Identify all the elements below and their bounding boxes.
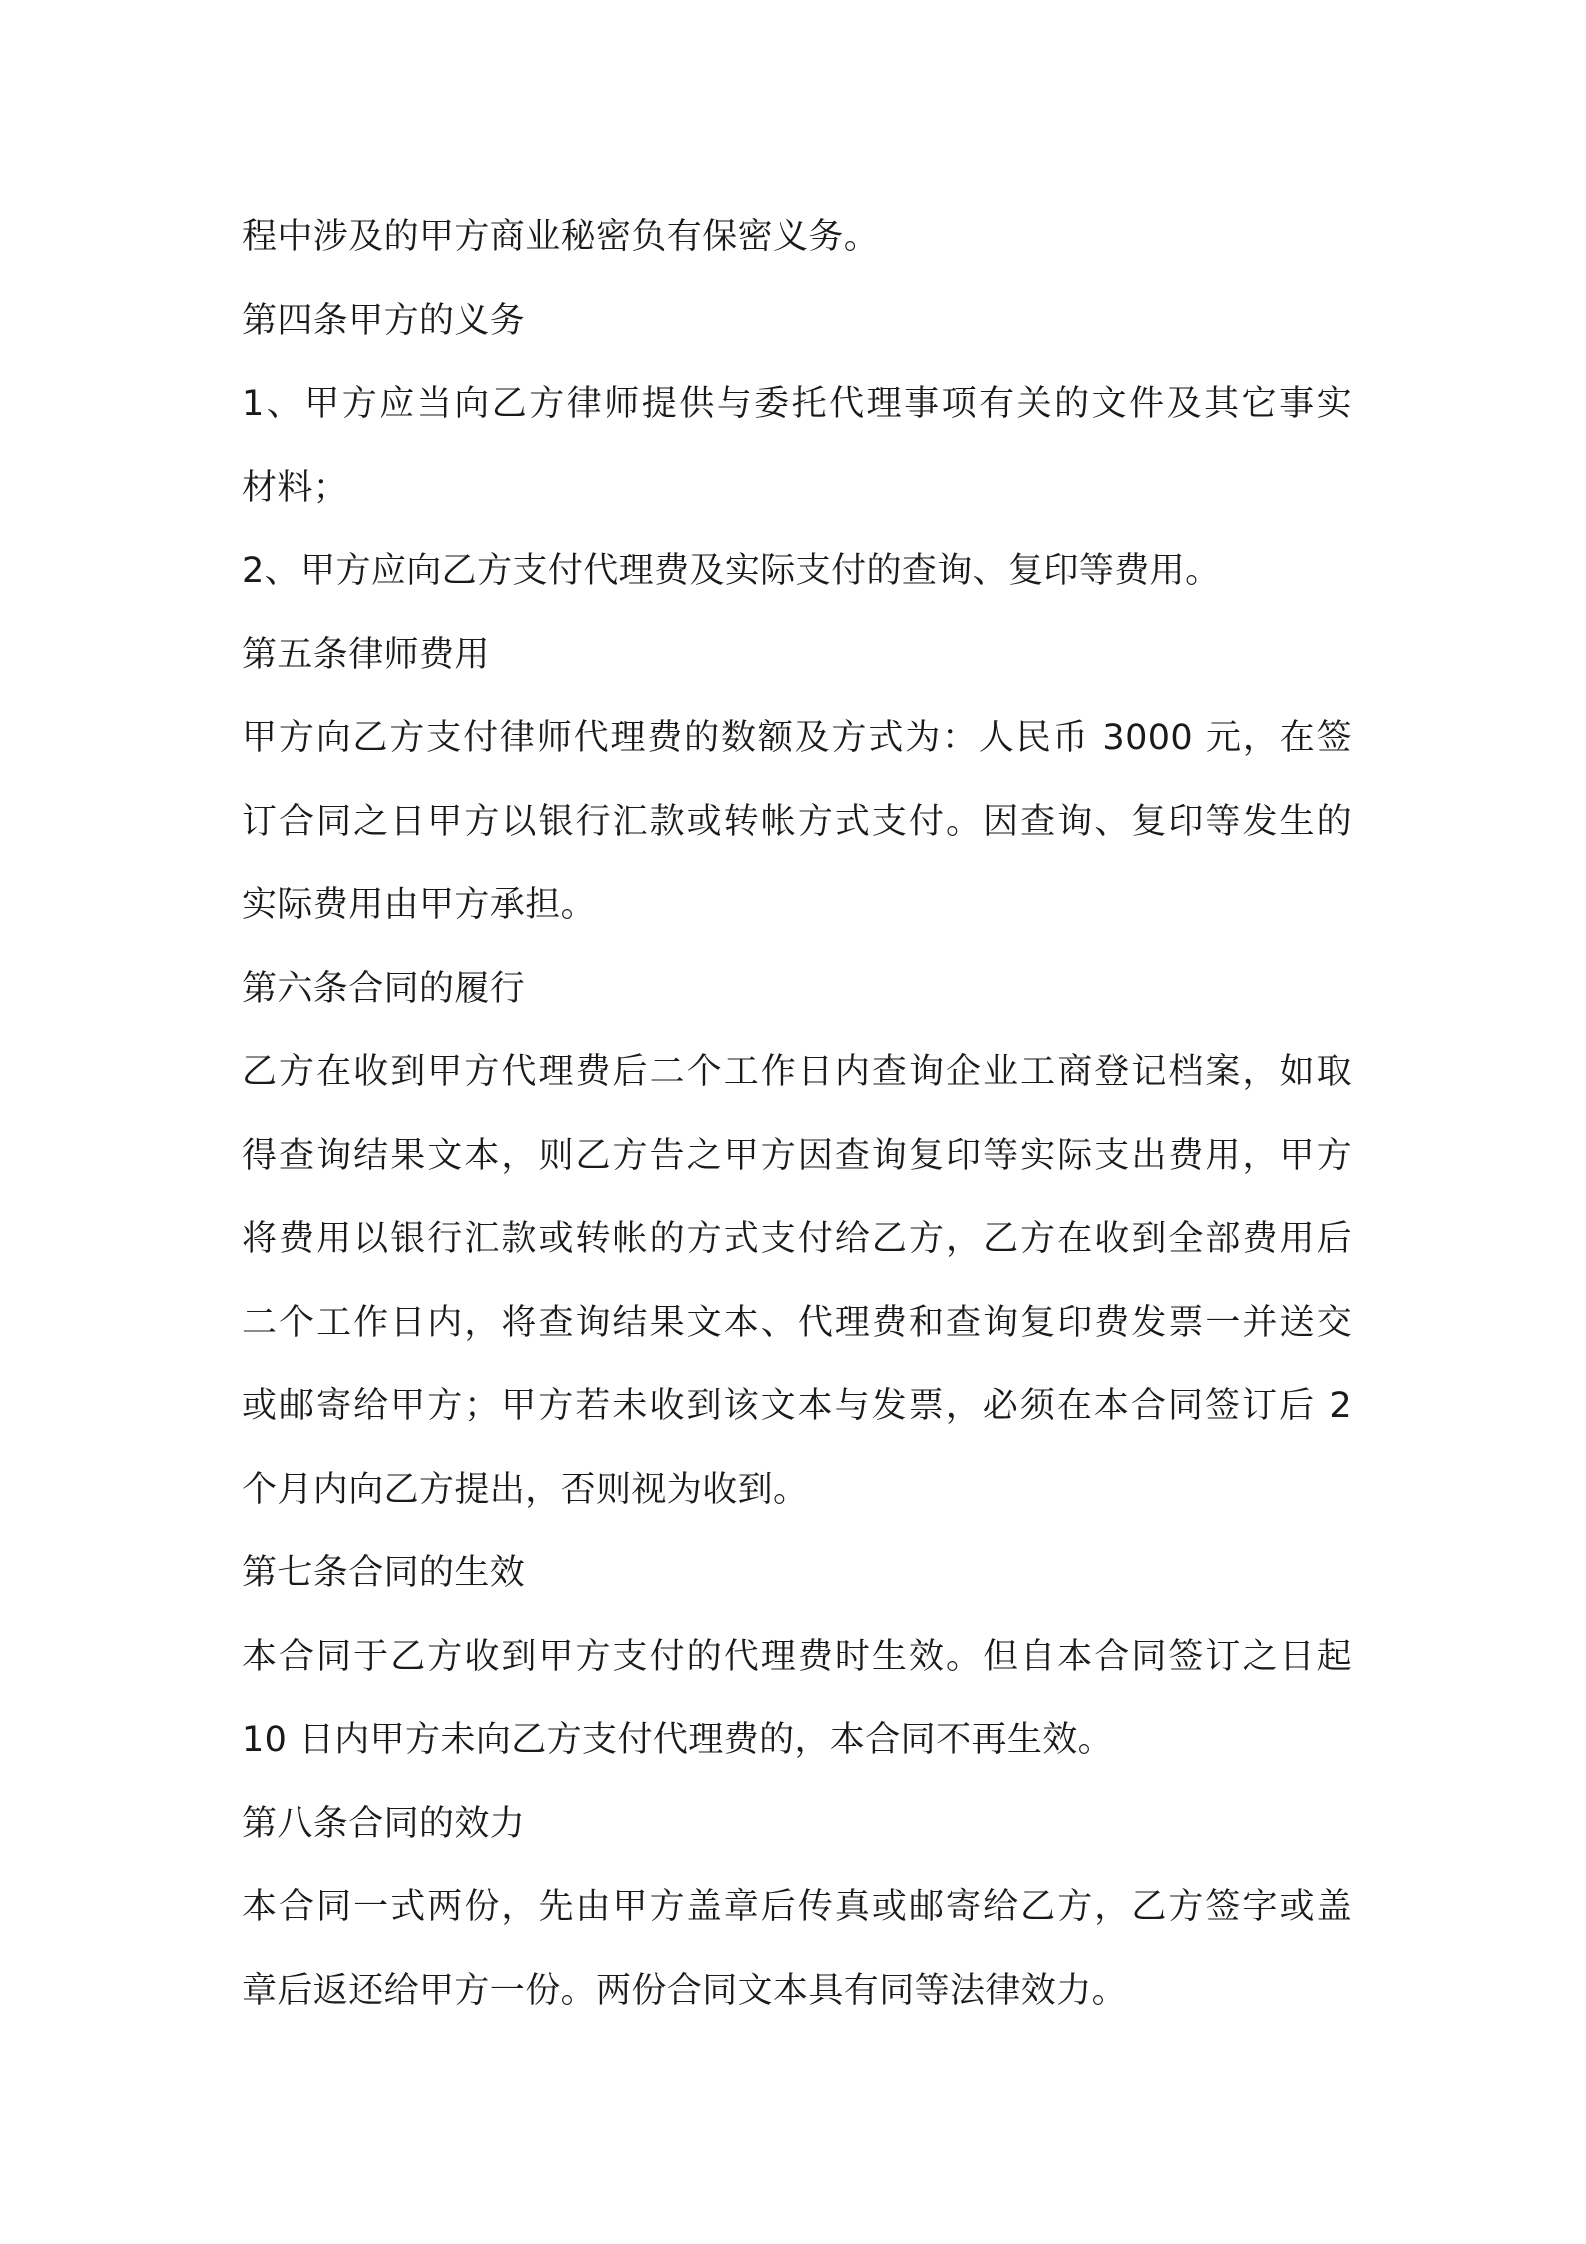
text-line: 实际费用由甲方承担。 [242, 885, 597, 925]
text-line: 二个工作日内，将查询结果文本、代理费和查询复印费发票一并送交 [242, 1302, 1352, 1343]
text-line: 或邮寄给甲方；甲方若未收到该文本与发票，必须在本合同签订后 2 [242, 1386, 1352, 1426]
text-line: 程中涉及的甲方商业秘密负有保密义务。 [242, 217, 880, 257]
text-line: 甲方向乙方支付律师代理费的数额及方式为：人民币 3000 元，在签 [242, 718, 1352, 758]
section-heading: 第六条合同的履行 [242, 968, 526, 1009]
text-line: 章后返还给甲方一份。两份合同文本具有同等法律效力。 [242, 1970, 1128, 2011]
text-line: 材料； [242, 467, 349, 508]
text-line: 得查询结果文本，则乙方告之甲方因查询复印等实际支出费用，甲方 [242, 1135, 1352, 1176]
text-line: 乙方在收到甲方代理费后二个工作日内查询企业工商登记档案，如取 [242, 1052, 1352, 1092]
document-body [242, 196, 1352, 2033]
text-line: 将费用以银行汇款或转帐的方式支付给乙方，乙方在收到全部费用后 [242, 1219, 1352, 1259]
text-line: 10 日内甲方未向乙方支付代理费的，本合同不再生效。 [242, 1720, 1114, 1760]
text-line: 2、甲方应向乙方支付代理费及实际支付的查询、复印等费用。 [242, 551, 1221, 591]
text-line: 本合同于乙方收到甲方支付的代理费时生效。但自本合同签订之日起 [242, 1636, 1352, 1677]
text-line: 订合同之日甲方以银行汇款或转帐方式支付。因查询、复印等发生的 [242, 801, 1352, 842]
section-heading: 第七条合同的生效 [242, 1553, 526, 1593]
section-heading: 第八条合同的效力 [242, 1803, 526, 1844]
text-line: 个月内向乙方提出，否则视为收到。 [242, 1469, 809, 1510]
text-line: 本合同一式两份，先由甲方盖章后传真或邮寄给乙方，乙方签字或盖 [242, 1887, 1352, 1927]
section-heading: 第五条律师费用 [242, 634, 490, 675]
text-line: 1、甲方应当向乙方律师提供与委托代理事项有关的文件及其它事实 [242, 384, 1352, 424]
section-heading: 第四条甲方的义务 [242, 300, 526, 341]
